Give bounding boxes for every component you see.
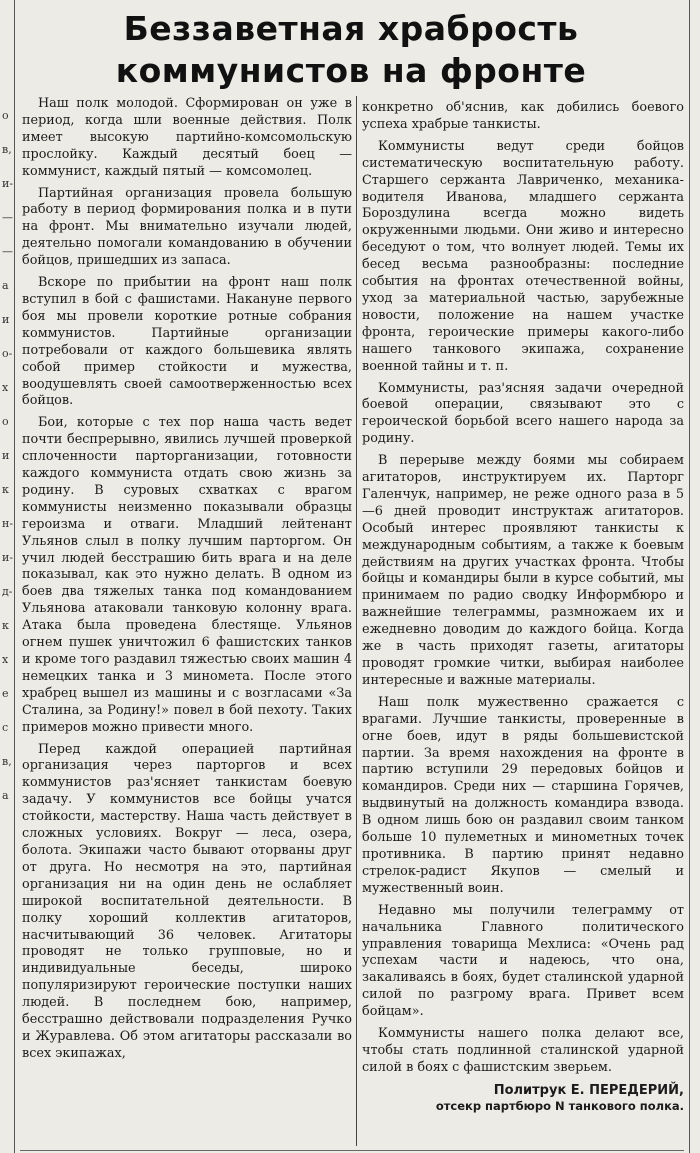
margin-fragment: н-	[2, 517, 14, 530]
left-column	[22, 96, 352, 1146]
left-margin-edge	[0, 0, 15, 1153]
margin-fragment: к	[2, 483, 9, 496]
article-signature	[362, 1082, 684, 1114]
margin-fragment: —	[2, 211, 13, 224]
headline-line-2: коммунистов на фронте	[115, 51, 587, 90]
margin-fragment: д-	[2, 585, 13, 598]
signature-title: отсекр партбюро N танкового полка.	[435, 1098, 684, 1113]
margin-fragment: а	[2, 279, 9, 292]
margin-fragment: х	[2, 381, 9, 394]
article-headline	[20, 8, 682, 92]
margin-fragment: х	[2, 653, 9, 666]
headline-line-1: Беззаветная храбрость	[123, 9, 579, 48]
margin-fragment: в,	[2, 143, 12, 156]
paragraph: Наш полк мужественно сражается с врагами. Лучшие танкисты, проверенные в огне боев, идут в ряды большевистской партии. За время нахождения на фронте в партию вступили 29 передовых бойцов и командиров. Среди них — старшина Горячев, выдвинутый на должность командира взвода. В одном лишь бою он раздавил своим танком больше 10 пулеметных и минометных точек противника. В партию принят недавно стрелок-радист Якупов — смелый и мужественный воин.	[362, 694, 684, 896]
margin-fragment: о	[2, 415, 9, 428]
bottom-rule	[20, 1150, 684, 1151]
paragraph: Бои, которые с тех пор наша часть ведет почти беспрерывно, явились лучшей проверкой сплоченности парторганизации, готовности каждого коммуниста отдать свою жизнь за родину. В суровых схватках с врагом коммунисты неизменно показывали образцы героизма и отваги. Младший лейтенант Ульянов слыл в полку лучшим парторгом. Он учил людей бесстрашию бить врага и на деле показывал, как это нужно делать. В одном из боев два тяжелых танка под командованием Ульянова атаковали танковую колонну врага. Атака была проведена блестяще. Ульянов огнем пушек уничтожил 6 фашистских танков и кроме того раздавил тяжестью своих машин 4 немецких танка и 3 миномета. После этого храбрец вышел из машины и с возгласами «За Сталина, за Родину!» повел в бой пехоту. Таких примеров можно привести много.	[22, 415, 352, 735]
margin-fragment: а	[2, 789, 9, 802]
margin-fragment: и	[2, 313, 10, 326]
margin-fragment: —	[2, 245, 13, 258]
margin-fragment: с	[2, 721, 9, 734]
paragraph: Недавно мы получили телеграмму от начальника Главного политического управления товарища Мехлиса: «Очень рад успехам части и надеюсь, что она, закаливаясь в боях, будет сталинской ударной силой по разгрому врага. Привет всем бойцам».	[362, 902, 684, 1020]
margin-fragment: о-	[2, 347, 13, 360]
paragraph: Коммунисты ведут среди бойцов систематическую воспитательную работу. Старшего сержанта Лавриченко, механика-водителя Иванова, младшего сержанта Бороздулина всегда можно видеть окруженными людьми. Они живо и интересно беседуют о том, что волнует людей. Темы их бесед весьма разнообразны: последние события на фронтах отечественной войны, уход за материальной частью, зарубежные новости, положение на нашем участке фронта, героические примеры какого-либо нашего танкового экипажа, сохранение военной тайны и т. п.	[362, 138, 684, 374]
paragraph: Вскоре по прибытии на фронт наш полк вступил в бой с фашистами. Накануне первого боя мы провели короткие ротные собрания коммунистов. Партийные организации потребовали от каждого большевика являть собой пример стойкости и мужества, воодушевлять своей самоотверженностью всех бойцов.	[22, 275, 352, 409]
margin-fragment: в,	[2, 755, 12, 768]
margin-fragment: о	[2, 109, 9, 122]
paragraph: Наш полк молодой. Сформирован он уже в период, когда шли военные действия. Полк имеет высокую партийно-комсомольскую прослойку. Каждый десятый боец — коммунист, каждый пятый — комсомолец.	[22, 96, 352, 179]
paragraph: В перерыве между боями мы собираем агитаторов, инструктируем их. Парторг Галенчук, например, не реже одного раза в 5—6 дней проводит инструктаж агитаторов. Особый интерес проявляют танкисты к международным событиям, а также к боевым действиям на других участках фронта. Чтобы бойцы и командиры были в курсе событий, мы принимаем по радио сводку Информбюро и важнейшие телеграммы, размножаем их и ежедневно доводим до каждого бойца. Когда же в часть приходят газеты, агитаторы проводят громкие читки, выбирая наиболее интересные и важные материалы.	[362, 453, 684, 688]
right-column	[362, 100, 684, 1150]
paragraph: Партийная организация провела большую работу в период формирования полка и в пути на фронт. Мы внимательно изучали людей, деятельно помогали командованию в обучении бойцов, пришедших из запаса.	[22, 185, 352, 269]
margin-fragment: и	[2, 449, 10, 462]
margin-fragment: и-	[2, 551, 14, 564]
column-rule	[356, 96, 357, 1146]
right-margin-edge	[689, 0, 700, 1153]
signature-name: Политрук Е. ПЕРЕДЕРИЙ,	[493, 1082, 684, 1098]
margin-fragment: к	[2, 619, 9, 632]
paragraph: Коммунисты нашего полка делают все, чтобы стать подлинной сталинской ударной силой в боях с фашистским зверьем.	[362, 1026, 684, 1075]
margin-fragment: е	[2, 687, 9, 700]
paragraph-continuation: конкретно об'яснив, как добились боевого успеха храбрые танкисты.	[362, 100, 684, 132]
paragraph: Коммунисты, раз'ясняя задачи очередной боевой операции, связывают это с героической борьбой всего нашего народа за родину.	[362, 380, 684, 447]
margin-fragment: и-	[2, 177, 14, 190]
paragraph: Перед каждой операцией партийная организация через парторгов и всех коммунистов раз'ясняет танкистам боевую задачу. У коммунистов все бойцы учатся стойкости, мастерству. Наша часть действует в сложных условиях. Вокруг — леса, озера, болота. Экипажи часто бывают оторваны друг от друга. Но несмотря на это, партийная организация ни на один день не ослабляет широкой воспитательной деятельности. В полку хороший коллектив агитаторов, насчитывающий 36 человек. Агитаторы проводят не только групповые, но и индивидуальные беседы, широко популяризируют героические поступки наших людей. В последнем бою, например, бесстрашно действовали подразделения Ручко и Журавлева. Об этом агитаторы рассказали во всех экипажах,	[22, 741, 352, 1061]
